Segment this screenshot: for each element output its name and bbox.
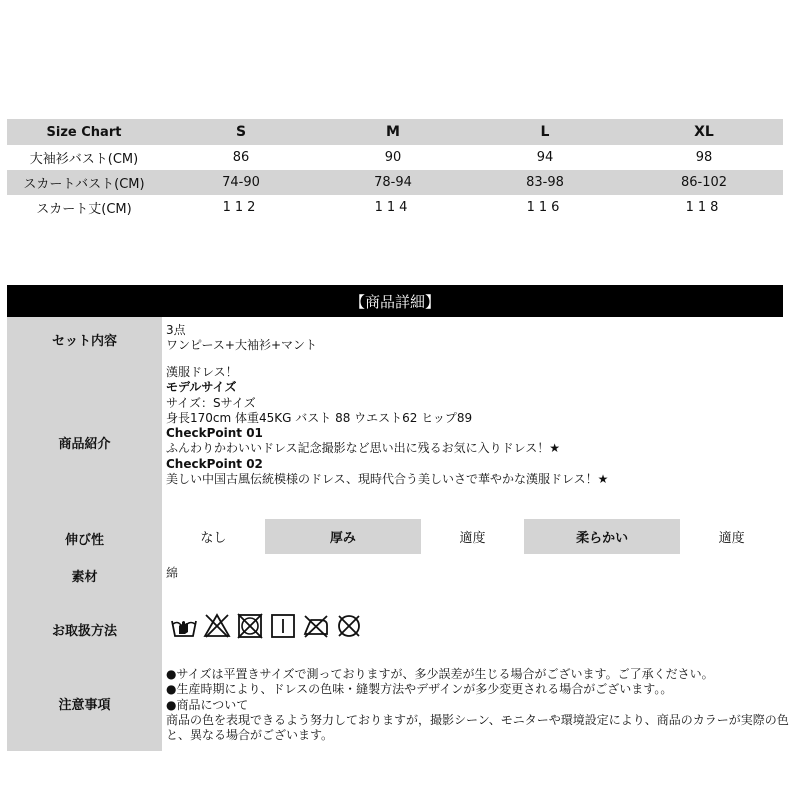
model-size-line: サイズ：Sサイズ (166, 395, 256, 410)
table-cell: 116 (526, 200, 564, 215)
row-label: スカート丈(CM) (36, 202, 132, 217)
table-row (7, 195, 783, 220)
size-chart-title: Size Chart (46, 124, 122, 140)
details-title: 【商品詳細】 (349, 292, 440, 311)
table-cell: 83-98 (526, 175, 564, 190)
row-label: スカートバスト(CM) (23, 177, 145, 192)
note-line: ●商品について (166, 697, 249, 712)
note-line: ●生産時期により、ドレスの色味・縫製方法やデザインが多少変更される場合がございます。。 (166, 682, 673, 697)
care-icons (170, 612, 363, 640)
product-intro-label: 商品紹介 (58, 437, 111, 452)
material-label: 素材 (71, 570, 98, 585)
table-cell: 112 (222, 200, 260, 215)
table-cell: 78-94 (374, 175, 412, 190)
stretch-label: 伸び性 (64, 533, 104, 548)
stretch-attributes (162, 519, 783, 554)
details-banner (7, 285, 783, 317)
checkpoint-1-text: ふんわりかわいいドレス記念撮影など思い出に残るお気に入りドレス！★ (166, 441, 561, 456)
size-xl-header: XL (694, 124, 714, 140)
note-line: と、異なる場合がございます。 (166, 728, 334, 743)
thickness-heading: 厚み (265, 519, 422, 554)
set-items: ワンピース+大袖衫+マント (166, 338, 318, 353)
set-count: 3点 (166, 323, 186, 337)
size-m-header: M (386, 124, 400, 140)
model-measure-line: 身長170cm 体重45KG バスト 88 ウエスト62 ヒップ89 (166, 410, 473, 425)
thickness-value: 適度 (459, 531, 486, 546)
checkpoint-1-heading: CheckPoint 01 (166, 426, 263, 441)
size-l-header: L (540, 124, 550, 140)
table-cell: 90 (384, 150, 402, 165)
notes-text (166, 667, 789, 743)
table-cell: 114 (374, 200, 412, 215)
checkpoint-2-text: 美しい中国古風伝統模様のドレス、現時代合う美しいさで華やかな漢服ドレス！★ (166, 472, 609, 487)
table-cell: 86 (232, 150, 250, 165)
table-cell: 94 (536, 150, 554, 165)
note-line: ●サイズは平置きサイズで測っておりますが、多少誤差が生じる場合がございます。ご了承ください。 (166, 667, 714, 681)
intro-line: 漢服ドレス！ (166, 365, 238, 379)
no-bleach-icon (203, 612, 231, 640)
stretch-none: なし (200, 531, 227, 546)
line-dry-icon (269, 612, 297, 640)
no-tumble-dry-icon (236, 612, 264, 640)
softness-heading: 柔らかい (524, 519, 681, 554)
table-cell: 118 (685, 200, 723, 215)
row-label: 大袖衫バスト(CM) (29, 152, 139, 167)
table-row (7, 170, 783, 195)
product-intro-text (166, 365, 608, 487)
softness-value: 適度 (718, 531, 745, 546)
table-cell: 86-102 (680, 175, 728, 190)
checkpoint-2-heading: CheckPoint 02 (166, 456, 263, 471)
size-chart-header-row (7, 119, 783, 145)
hand-wash-icon (170, 612, 198, 640)
model-size-heading: モデルサイズ (166, 380, 237, 395)
notes-label: 注意事項 (58, 698, 111, 713)
size-s-header: S (235, 124, 247, 140)
care-label: お取扱方法 (51, 624, 117, 639)
set-contents-value (166, 323, 317, 354)
table-cell: 98 (695, 150, 713, 165)
set-contents-label: セット内容 (51, 334, 117, 349)
size-chart (7, 119, 783, 220)
table-row (7, 145, 783, 170)
no-dry-clean-icon (335, 612, 363, 640)
note-line: 商品の色を表現できるよう努力しておりますが，撮影シーン、モニターや環境設定により、商品のカラーが実際の色 (166, 712, 789, 727)
material-value: 綿 (166, 566, 179, 580)
no-iron-icon (302, 612, 330, 640)
table-cell: 74-90 (222, 175, 260, 190)
